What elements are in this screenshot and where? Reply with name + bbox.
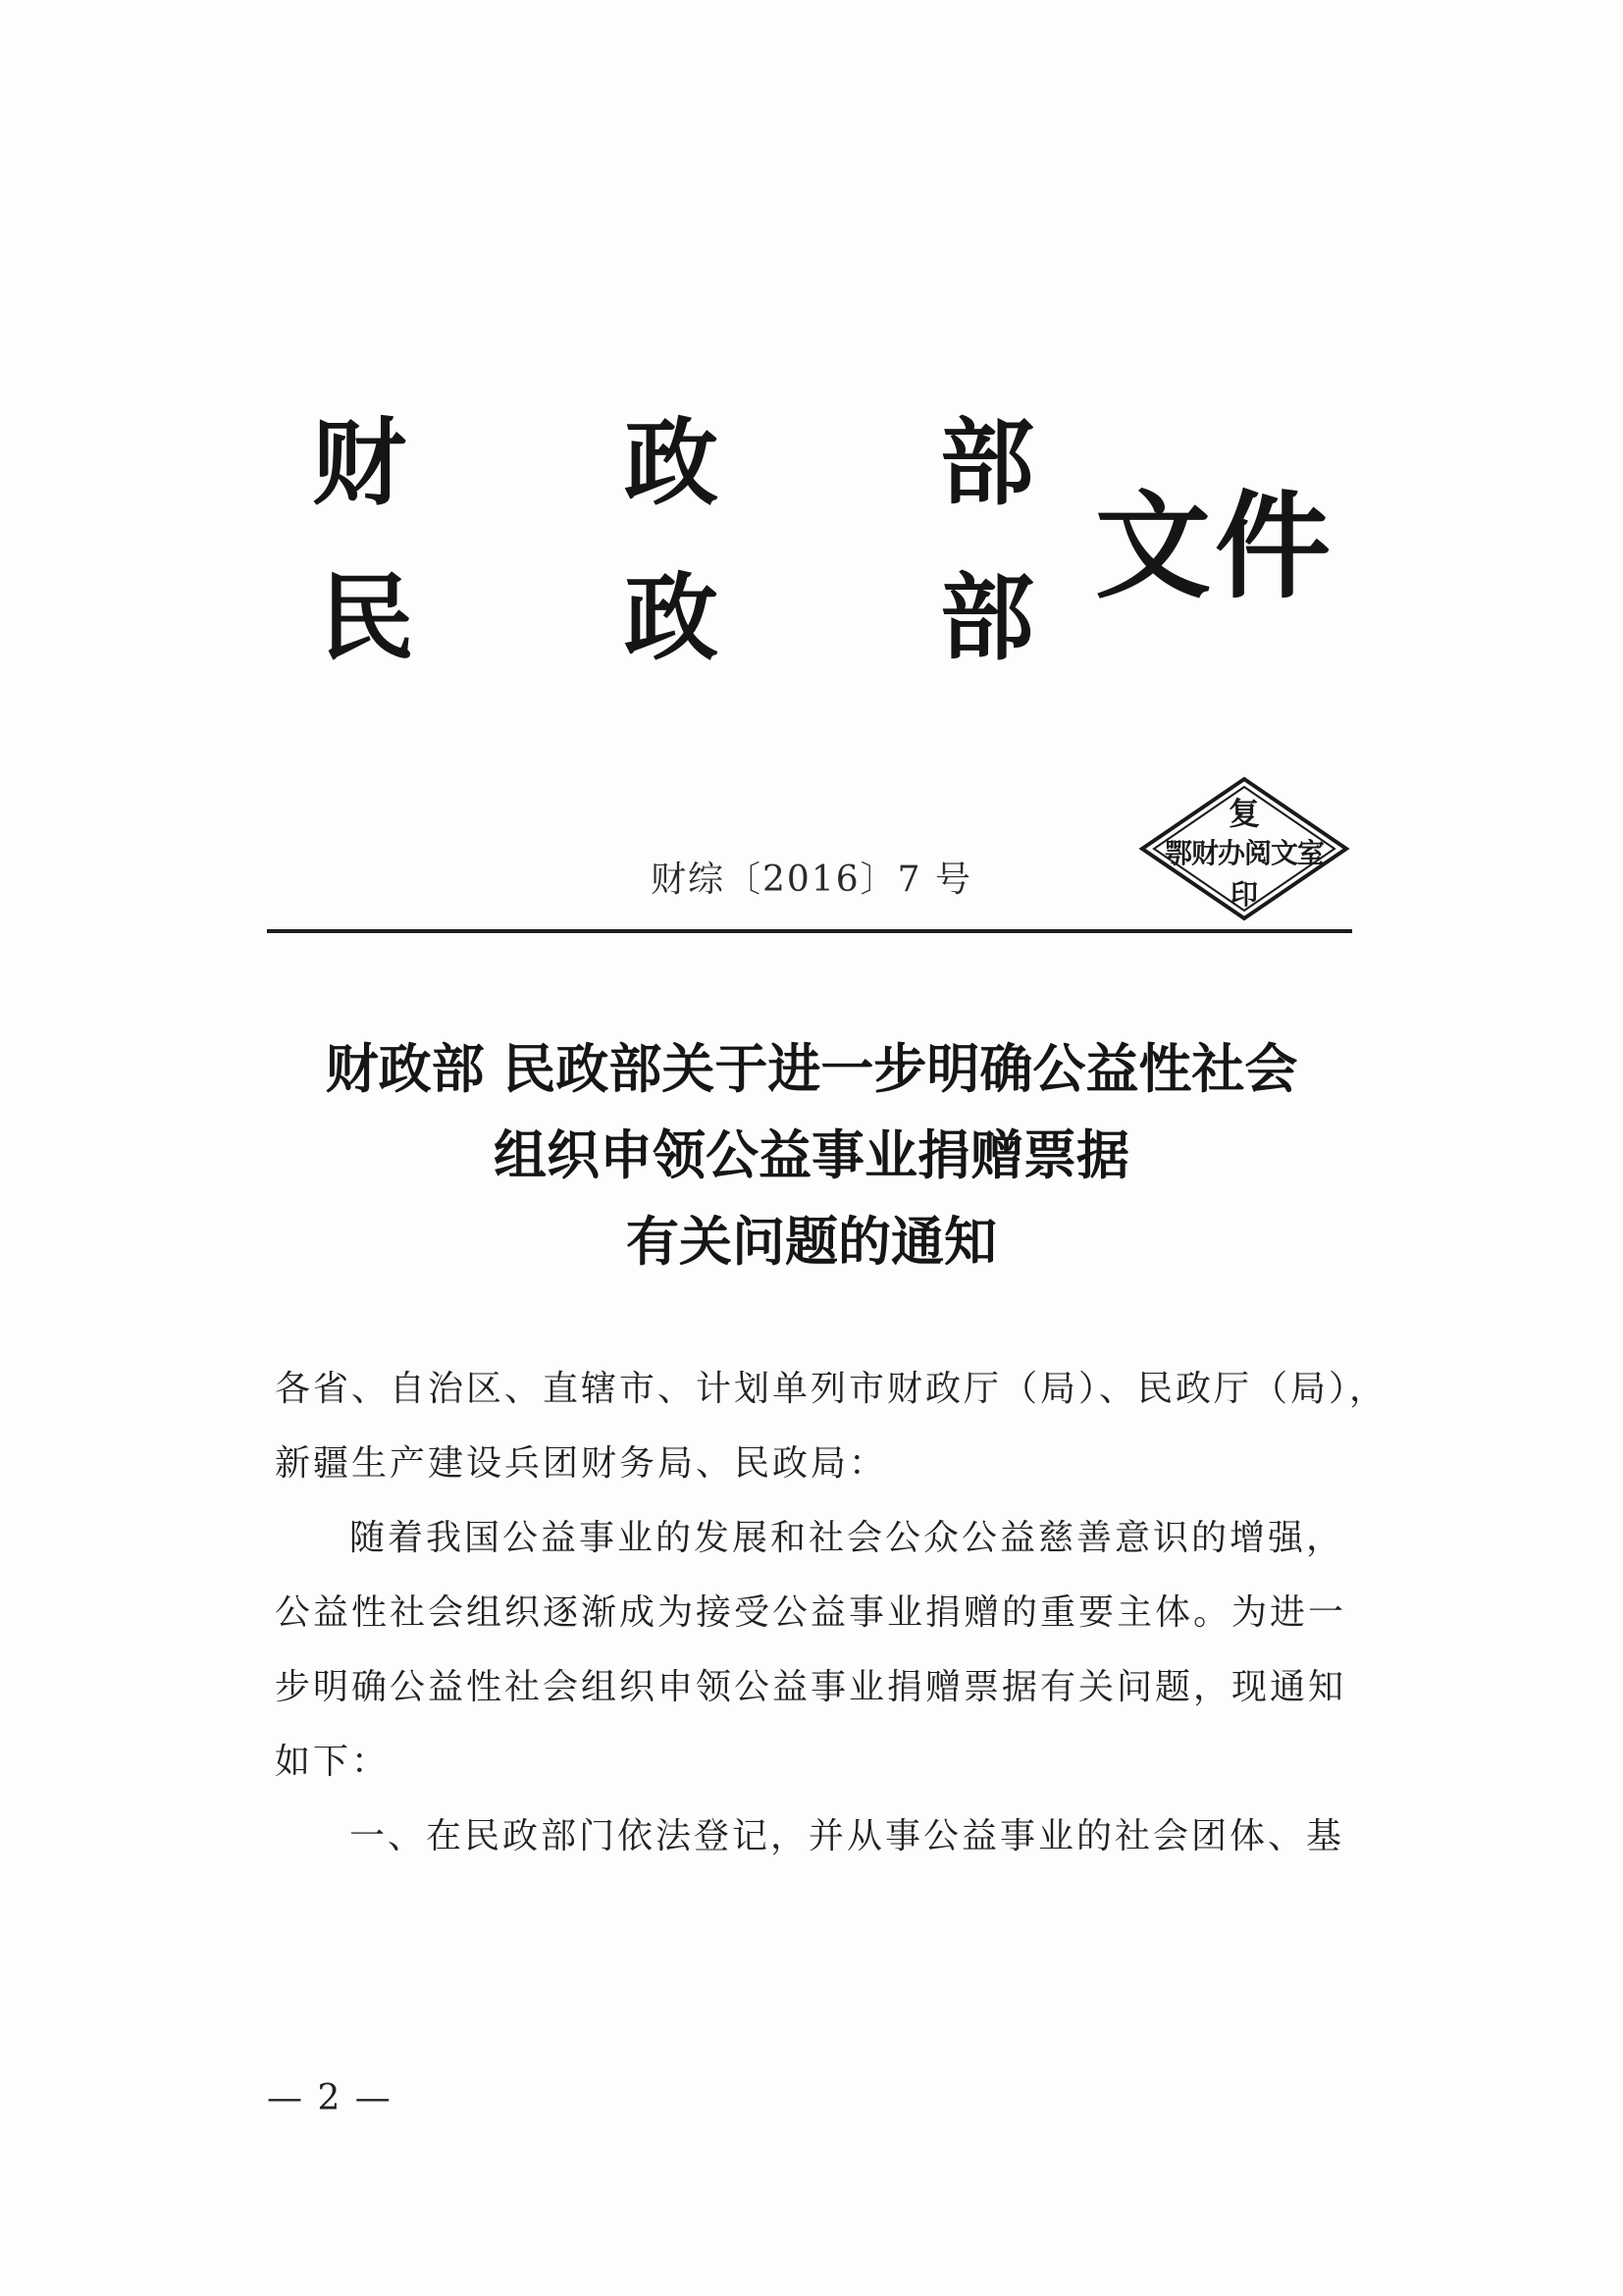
issuer-row1-char1: 财 bbox=[312, 407, 406, 518]
title-line-3: 有关问题的通知 bbox=[626, 1210, 997, 1273]
addressee-line-1: 各省、自治区、直辖市、计划单列市财政厅（局）、民政厅（局）， bbox=[275, 1369, 1388, 1409]
title-line-2: 组织申领公益事业捐赠票据 bbox=[494, 1123, 1129, 1186]
issuer-row2-char1: 民 bbox=[320, 562, 414, 673]
body-line-3: 步明确公益性社会组织申领公益事业捐赠票据有关问题，现通知 bbox=[275, 1667, 1347, 1707]
body-line-2: 公益性社会组织逐渐成为接受公益事业捐赠的重要主体。为进一 bbox=[275, 1592, 1347, 1633]
issuer-suffix: 文件 bbox=[1095, 478, 1335, 614]
body-line-5: 一、在民政部门依法登记，并从事公益事业的社会团体、基 bbox=[349, 1816, 1345, 1856]
stamp-bottom-text: 印 bbox=[1230, 878, 1258, 911]
issuer-row2-char3: 部 bbox=[940, 562, 1034, 673]
body-line-1: 随着我国公益事业的发展和社会公众公益慈善意识的增强， bbox=[349, 1518, 1345, 1558]
stamp-top-text: 复 bbox=[1228, 795, 1260, 832]
addressee-line-2: 新疆生产建设兵团财务局、民政局： bbox=[275, 1443, 888, 1484]
document-number: 财综〔2016〕7 号 bbox=[651, 860, 972, 900]
header-separator bbox=[267, 929, 1352, 933]
title-line-1: 财政部 民政部关于进一步明确公益性社会 bbox=[325, 1037, 1298, 1100]
receipt-stamp bbox=[1138, 775, 1350, 922]
issuer-row2-char2: 政 bbox=[624, 562, 718, 673]
page-number: — 2 — bbox=[267, 2078, 393, 2118]
issuer-row1-char2: 政 bbox=[624, 407, 718, 518]
issuer-row1-char3: 部 bbox=[940, 407, 1034, 518]
stamp-middle-text: 鄂财办阅文室 bbox=[1164, 837, 1324, 869]
body-line-4: 如下： bbox=[275, 1742, 391, 1782]
